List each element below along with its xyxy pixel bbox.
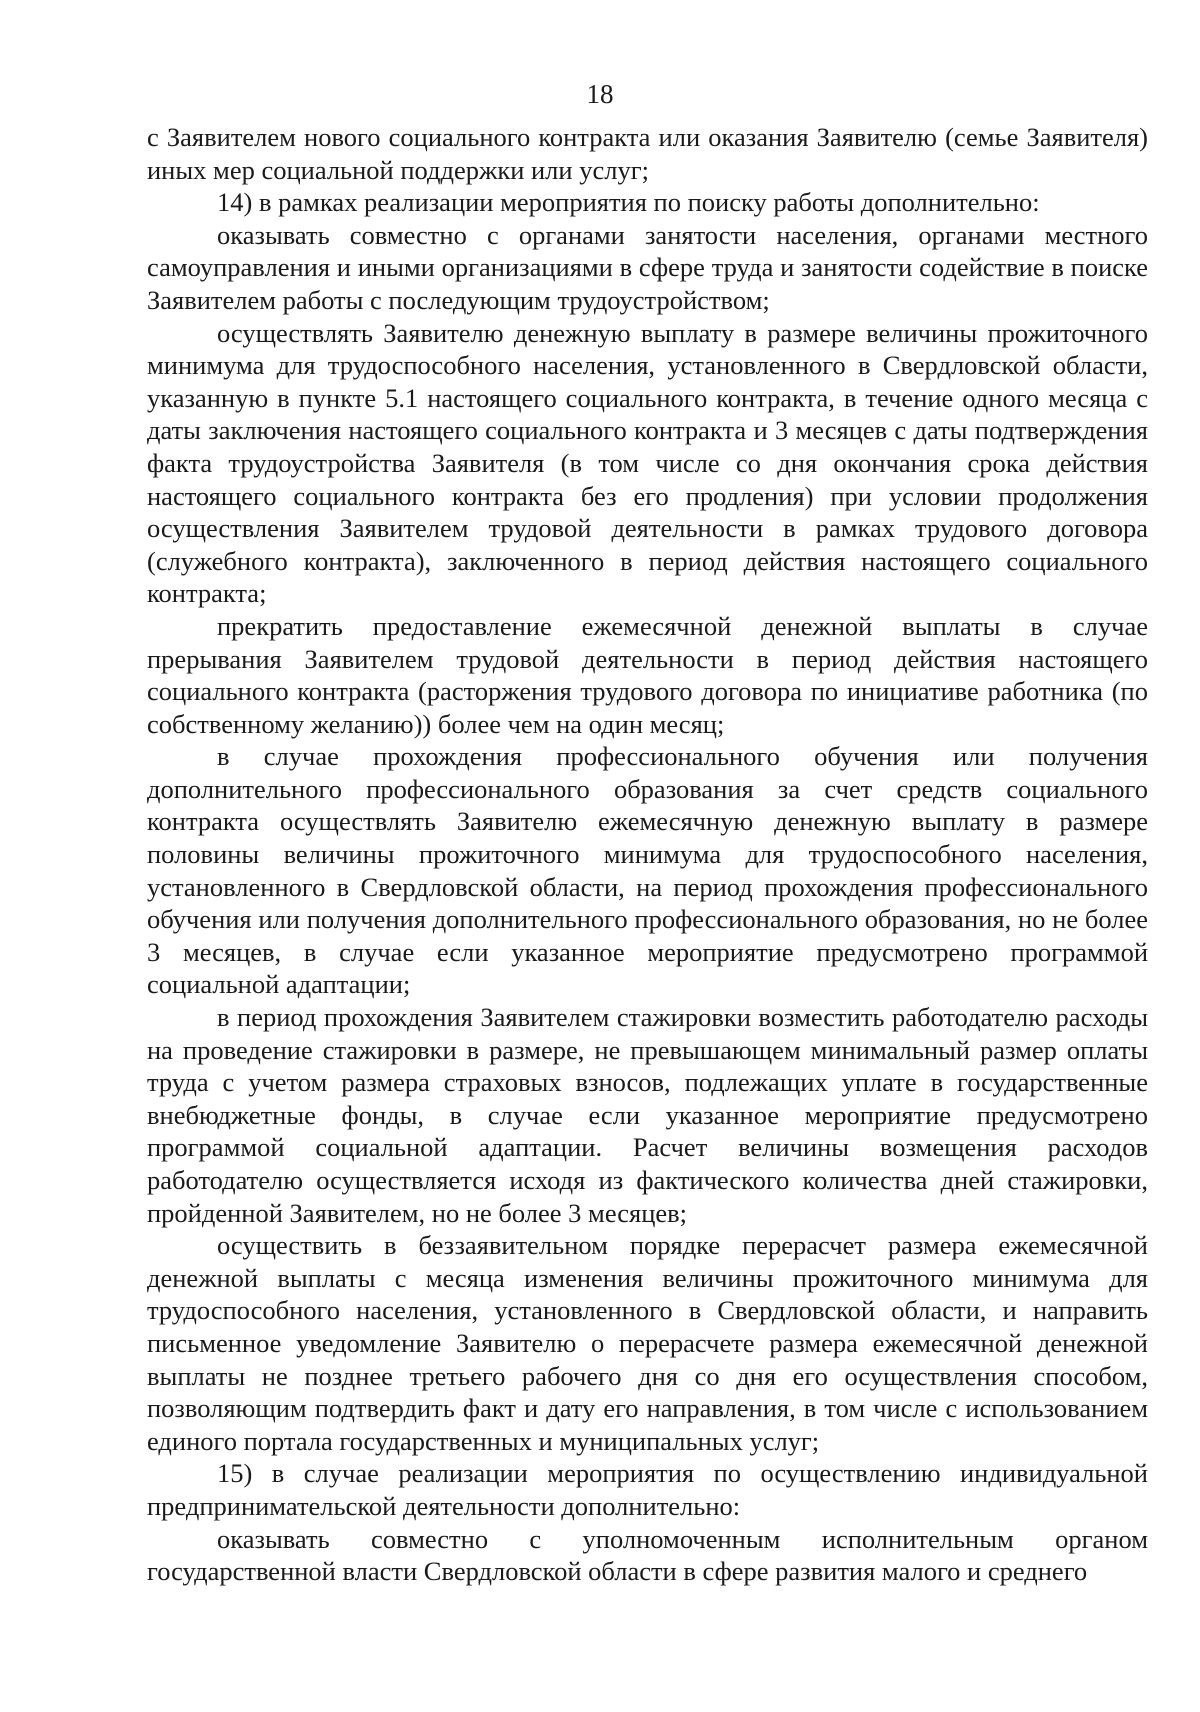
paragraph: в период прохождения Заявителем стажировки возместить работодателю расходы на проведение стажировки в размере, не превышающем минимальный размер оплаты труда с учетом размера страховых взносов, подлежащих уплате в государственные внебюджетные фонды, в случае если указанное мероприятие предусмотрено программой социальной адаптации. Расчет величины возмещения расходов работодателю осуществляется исходя из фактического количества дней стажировки, пройденной Заявителем, но не более 3 месяцев; xyxy=(147,1002,1148,1228)
paragraph: оказывать совместно с уполномоченным исполнительным органом государственной власти Свердловской области в сфере развития малого и среднего xyxy=(147,1523,1148,1587)
page-number: 18 xyxy=(586,79,614,109)
paragraph-continuation: с Заявителем нового социального контракта или оказания Заявителю (семье Заявителя) иных мер социальной поддержки или услуг; xyxy=(147,122,1148,185)
paragraph-item-15: 15) в случае реализации мероприятия по осуществлению индивидуальной предпринимательской деятельности дополнительно: xyxy=(147,1458,1148,1521)
paragraph-item-14: 14) в рамках реализации мероприятия по поиску работы дополнительно: xyxy=(217,187,1040,218)
paragraph: осуществить в беззаявительном порядке перерасчет размера ежемесячной денежной выплаты с месяца изменения величины прожиточного минимума для трудоспособного населения, установленного в Свердловской области, и направить письменное уведомление Заявителю о перерасчете размера ежемесячной денежной выплаты не позднее третьего рабочего дня со дня его осуществления способом, позволяющим подтвердить факт и дату его направления, в том числе с использованием единого портала государственных и муниципальных услуг; xyxy=(147,1230,1148,1456)
document-body xyxy=(147,121,1148,1588)
paragraph: прекратить предоставление ежемесячной денежной выплаты в случае прерывания Заявителем трудовой деятельности в период действия настоящего социального контракта (расторжения трудового договора по инициативе работника (по собственному желанию)) более чем на один месяц; xyxy=(147,610,1148,739)
paragraph: в случае прохождения профессионального обучения или получения дополнительного профессионального образования за счет средств социального контракта осуществлять Заявителю ежемесячную денежную выплату в размере половины величины прожиточного минимума для трудоспособного населения, установленного в Свердловской области, на период прохождения профессионального обучения или получения дополнительного профессионального образования, но не более 3 месяцев, в случае если указанное мероприятие предусмотрено программой социальной адаптации; xyxy=(147,741,1148,1000)
paragraph: осуществлять Заявителю денежную выплату в размере величины прожиточного минимума для трудоспособного населения, установленного в Свердловской области, указанную в пункте 5.1 настоящего социального контракта, в течение одного месяца с даты заключения настоящего социального контракта и 3 месяцев с даты подтверждения факта трудоустройства Заявителя (в том числе со дня окончания срока действия настоящего социального контракта без его продления) при условии продолжения осуществления Заявителем трудовой деятельности в рамках трудового договора (служебного контракта), заключенного в период действия настоящего социального контракта; xyxy=(147,317,1148,609)
paragraph: оказывать совместно с органами занятости населения, органами местного самоуправления и иными организациями в сфере труда и занятости содействие в поиске Заявителем работы с последующим трудоустройством; xyxy=(147,219,1148,315)
